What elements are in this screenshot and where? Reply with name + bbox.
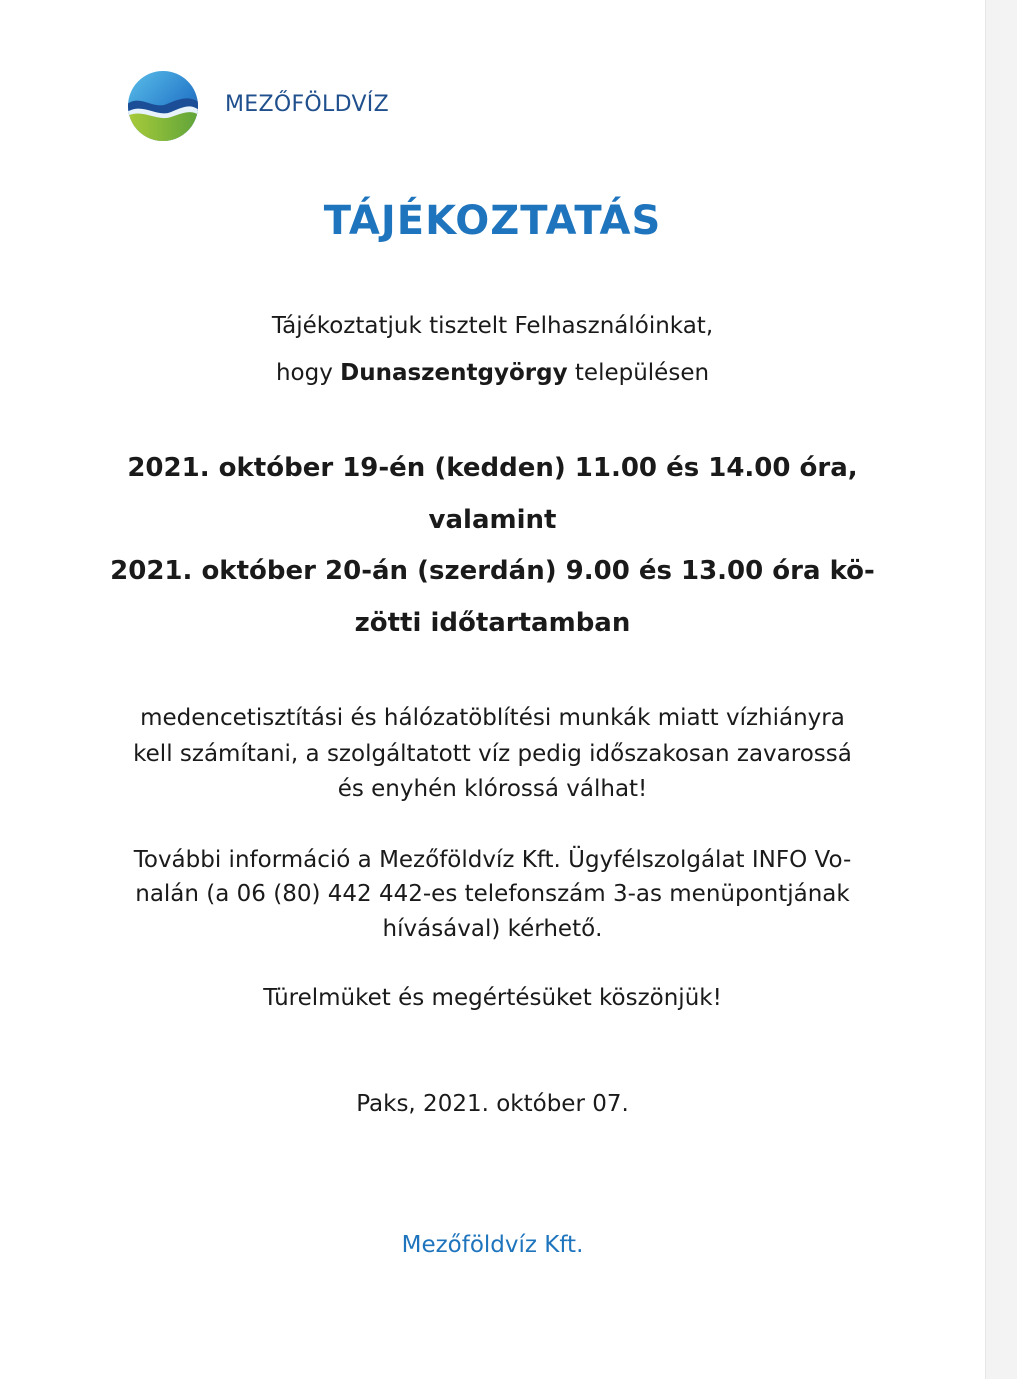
- viewer-margin: [985, 0, 1017, 1379]
- body1-line-3: és enyhén klórossá válhat!: [337, 776, 648, 802]
- body2-line-3: hívásával) kérhető.: [382, 916, 603, 942]
- intro-line-2-post: településen: [567, 360, 710, 386]
- settlement-name: Dunaszentgyörgy: [340, 360, 568, 386]
- body1-line-2: kell számítani, a szolgáltatott víz pedig időszakosan zavarossá: [133, 741, 852, 767]
- schedule-line-2: valamint: [428, 505, 557, 535]
- body1-line-1: medencetisztítási és hálózatöblítési munkák miatt vízhiányra: [140, 705, 845, 731]
- schedule-line-1: 2021. október 19-én (kedden) 11.00 és 14.00 óra,: [127, 453, 858, 483]
- signature: Mezőföldvíz Kft.: [401, 1232, 584, 1258]
- schedule-line-3: 2021. október 20-án (szerdán) 9.00 és 13.00 óra kö-: [110, 556, 875, 586]
- schedule-line-4: zötti időtartamban: [354, 608, 631, 638]
- body2-line-2: nalán (a 06 (80) 442 442-es telefonszám 3-as menüpontjának: [135, 881, 850, 907]
- thanks-text: Türelmüket és megértésüket köszönjük!: [263, 985, 722, 1011]
- intro-line-2: [0, 360, 985, 386]
- place-date: Paks, 2021. október 07.: [356, 1091, 629, 1117]
- globe-wave-logo-icon: [127, 70, 199, 142]
- intro-line-2-pre: hogy: [275, 360, 341, 386]
- company-logo: [127, 70, 389, 142]
- logo-wordmark: MEZŐFÖLDVÍZ: [225, 92, 389, 117]
- intro-line-1: Tájékoztatjuk tisztelt Felhasználóinkat,: [271, 313, 714, 339]
- page-title: TÁJÉKOZTATÁS: [323, 198, 662, 244]
- body2-line-1: További információ a Mezőföldvíz Kft. Ügyfélszolgálat INFO Vo-: [133, 847, 852, 873]
